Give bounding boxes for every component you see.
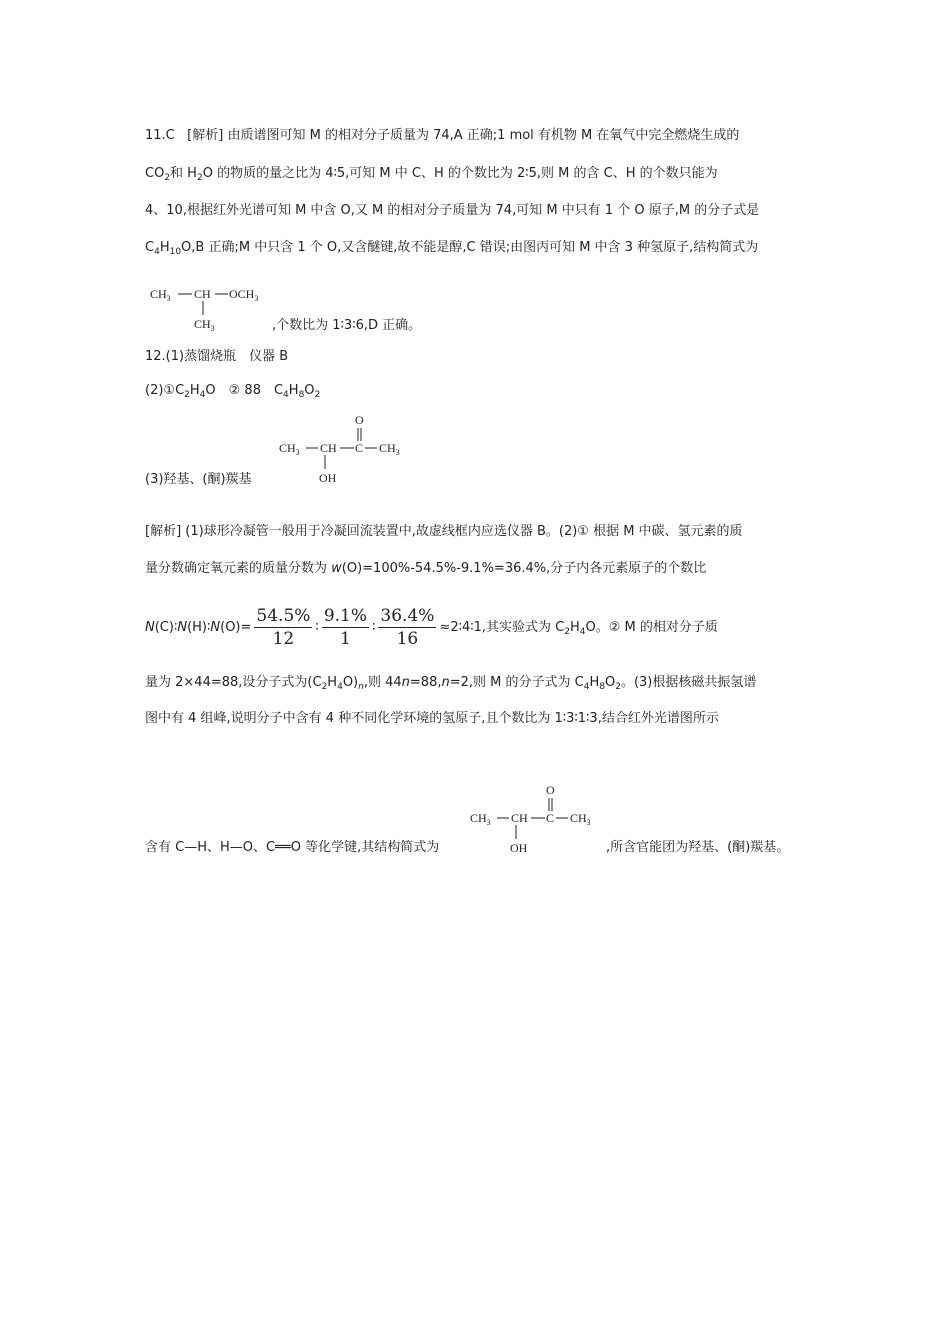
svg-text:C: C bbox=[355, 441, 364, 455]
svg-text:CH3: $CH_3$ bbox=[194, 317, 215, 333]
svg-text:CH: CH bbox=[194, 287, 211, 301]
q12-explanation-line-6-left: 含有 C—H、H—O、C══O 等化学键,其结构简式为 bbox=[145, 840, 440, 855]
q12-explanation-line-3: N(C)∶N(H)∶N(O)= $\frac{54.5\%}{12}$ ∶ $\frac{9.1\%}{1}$ ∶ $\frac{36.4\%}{16}$ ≈2∶4∶1,其实验式为 $C_2H_4O$。② M 的相对分子质 bbox=[145, 606, 718, 649]
svg-text:OCH3: $OCH_3$ bbox=[229, 287, 259, 303]
q12-explanation-line-6-right: ,所含官能团为羟基、(酮)羰基。 bbox=[606, 840, 790, 855]
q12-structure-2 bbox=[468, 780, 608, 860]
svg-text:CH: CH bbox=[320, 441, 337, 455]
fraction-hydrogen: $\frac{9.1\%}{1}$ bbox=[323, 606, 368, 649]
svg-text:OH: OH bbox=[319, 471, 337, 485]
q11-line-4: $C_4H_{10}O,B$ 正确;M 中只含 1 个 O,又含醚键,故不能是醇,C 错误;由图丙可知 M 中含 3 种氢原子,结构简式为 bbox=[145, 240, 759, 257]
q11-line-1: 11.C [解析] 由质谱图可知 M 的相对分子质量为 74,A 正确;1 mol 有机物 M 在氧气中完全燃烧生成的 bbox=[145, 128, 740, 143]
q12-part-1: 12.(1)蒸馏烧瓶 仪器 B bbox=[145, 349, 289, 364]
q12-explanation-line-4: 量为 2×44=88,设分子式为$(C_2H_4O)_n$,则 44n=88,n=2,则 M 的分子式为 $C_4H_8O_2$。(3)根据核磁共振氢谱 bbox=[145, 675, 757, 692]
q11-line-3: 4、10,根据红外光谱可知 M 中含 O,又 M 的相对分子质量为 74,可知 M 中只有 1 个 O 原子,M 的分子式是 bbox=[145, 203, 760, 218]
q12-part-2: $(2)①C_2H_4O$ ② 88 $C_4H_8O_2$ bbox=[145, 383, 321, 400]
svg-text:CH3: $CH_3$ bbox=[379, 441, 400, 457]
q12-explanation-line-5: 图中有 4 组峰,说明分子中含有 4 种不同化学环境的氢原子,且个数比为 1∶3∶1∶3,结合红外光谱图所示 bbox=[145, 711, 719, 726]
q12-explanation-line-1: [解析] (1)球形冷凝管一般用于冷凝回流装置中,故虚线框内应选仪器 B。(2)① 根据 M 中碳、氢元素的质 bbox=[145, 524, 743, 539]
q12-structure-1 bbox=[277, 410, 417, 490]
svg-text:CH3: $CH_3$ bbox=[470, 811, 491, 827]
fraction-carbon: $\frac{54.5\%}{12}$ bbox=[256, 606, 311, 649]
q12-part-3: (3)羟基、(酮)羰基 bbox=[145, 472, 252, 487]
svg-text:C: C bbox=[546, 811, 555, 825]
svg-text:CH: CH bbox=[511, 811, 528, 825]
svg-text:O: O bbox=[355, 413, 364, 427]
svg-text:OH: OH bbox=[510, 841, 528, 855]
svg-text:O: O bbox=[546, 783, 555, 797]
svg-text:CH3: $CH_3$ bbox=[570, 811, 591, 827]
svg-text:CH3: $CH_3$ bbox=[150, 287, 171, 303]
q11-structure-methyl-ether bbox=[148, 283, 288, 333]
svg-text:CH3: $CH_3$ bbox=[279, 441, 300, 457]
q11-line-2: $CO_2$和 $H_2O$ 的物质的量之比为 4∶5,可知 M 中 C、H 的个数比为 2∶5,则 M 的含 C、H 的个数只能为 bbox=[145, 166, 718, 183]
fraction-oxygen: $\frac{36.4\%}{16}$ bbox=[380, 606, 435, 649]
q11-after-structure: ,个数比为 1∶3∶6,D 正确。 bbox=[272, 318, 422, 333]
q12-explanation-line-2: 量分数确定氧元素的质量分数为 w(O)=100%-54.5%-9.1%=36.4%,分子内各元素原子的个数比 bbox=[145, 561, 707, 576]
